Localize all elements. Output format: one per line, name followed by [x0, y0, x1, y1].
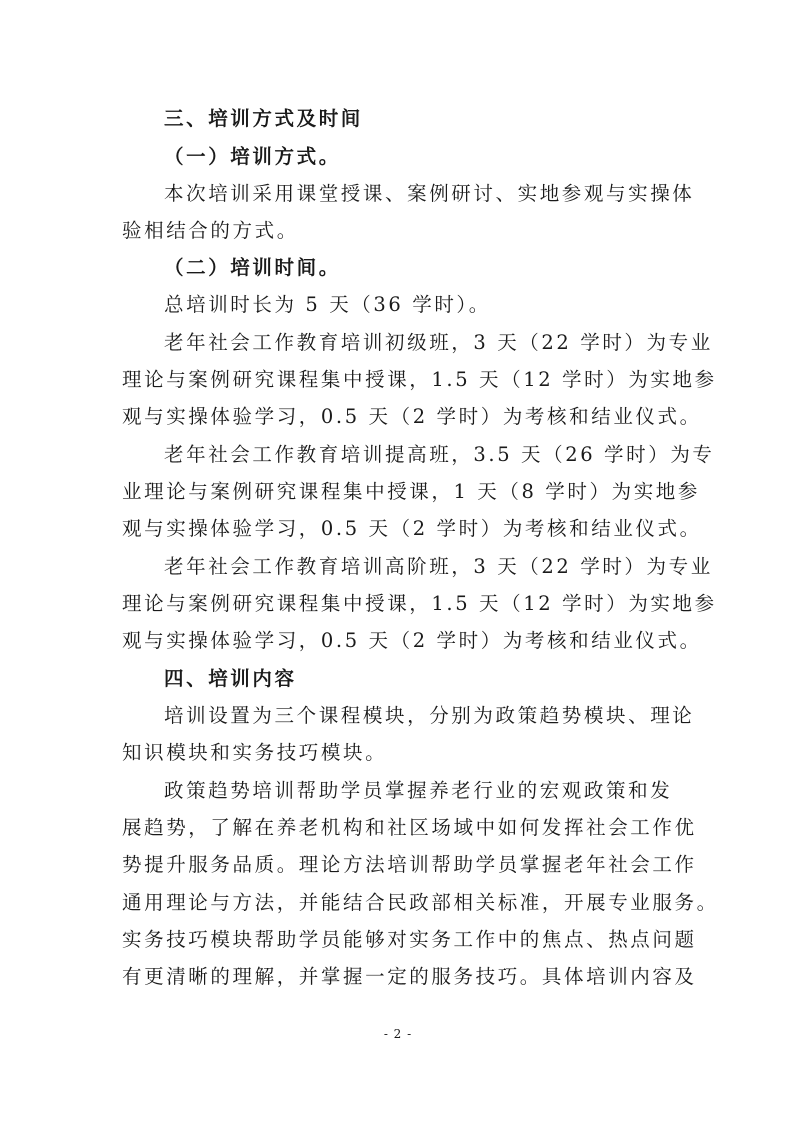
paragraph-line: 本次培训采用课堂授课、案例研讨、实地参观与实操体	[164, 182, 695, 205]
paragraph-line: 老年社会工作教育培训初级班，3 天（22 学时）为专业	[164, 331, 713, 354]
paragraph-line: 老年社会工作教育培训提高班，3.5 天（26 学时）为专	[164, 443, 715, 466]
paragraph-line: 政策趋势培训帮助学员掌握养老行业的宏观政策和发	[164, 779, 673, 802]
paragraph-line: 知识模块和实务技巧模块。	[122, 741, 388, 764]
paragraph-line: 理论与案例研究课程集中授课，1.5 天（12 学时）为实地参	[122, 592, 717, 615]
paragraph-line: 实务技巧模块帮助学员能够对实务工作中的焦点、热点问题	[122, 928, 697, 951]
paragraph-line: 总培训时长为 5 天（36 学时）。	[164, 293, 491, 316]
paragraph-line: 培训设置为三个课程模块，分别为政策趋势模块、理论	[164, 704, 695, 727]
paragraph-line: 老年社会工作教育培训高阶班，3 天（22 学时）为专业	[164, 555, 713, 578]
section-heading: 三、培训方式及时间	[164, 107, 363, 130]
paragraph-line: 展趋势，了解在养老机构和社区场域中如何发挥社会工作优	[122, 816, 697, 839]
paragraph-line: 验相结合的方式。	[122, 219, 299, 242]
paragraph-line: 通用理论与方法，并能结合民政部相关标准，开展专业服务。	[122, 891, 719, 914]
paragraph-line: 观与实操体验学习，0.5 天（2 学时）为考核和结业仪式。	[122, 517, 702, 540]
paragraph-line: 业理论与案例研究课程集中授课，1 天（8 学时）为实地参	[122, 480, 701, 503]
section-heading: 四、培训内容	[164, 667, 297, 690]
subsection-heading: （二）培训时间。	[164, 256, 341, 279]
paragraph-line: 势提升服务品质。理论方法培训帮助学员掌握老年社会工作	[122, 853, 697, 876]
paragraph-line: 理论与案例研究课程集中授课，1.5 天（12 学时）为实地参	[122, 368, 717, 391]
paragraph-line: 观与实操体验学习，0.5 天（2 学时）为考核和结业仪式。	[122, 629, 702, 652]
subsection-heading: （一）培训方式。	[164, 145, 341, 168]
page-number: - 2 -	[383, 1027, 413, 1041]
paragraph-line: 有更清晰的理解，并掌握一定的服务技巧。具体培训内容及	[122, 965, 697, 988]
paragraph-line: 观与实操体验学习，0.5 天（2 学时）为考核和结业仪式。	[122, 405, 702, 428]
